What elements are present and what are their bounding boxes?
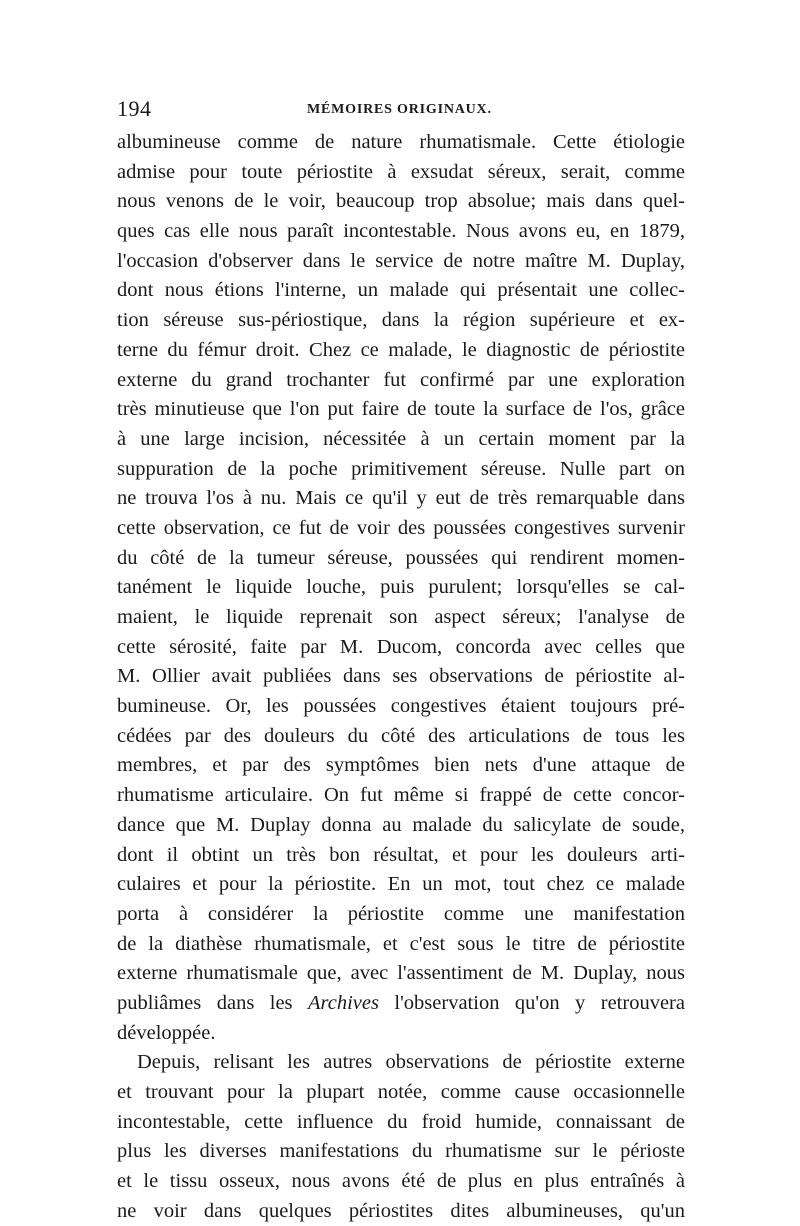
text-line: cédées par des douleurs du côté des articulations de tous les (117, 724, 685, 747)
text-line: dont nous étions l'interne, un malade qui présentait une collec- (117, 279, 685, 302)
text-line: à une large incision, nécessitée à un certain moment par la (117, 427, 685, 450)
text-line: dance que M. Duplay donna au malade du salicylate de soude, (117, 813, 685, 836)
text-line: incontestable, cette influence du froid humide, connaissant de (117, 1110, 685, 1133)
text-line: ques cas elle nous paraît incontestable. Nous avons eu, en 1879, (117, 220, 685, 243)
text-line: ne trouva l'os à nu. Mais ce qu'il y eut de très remarquable dans (117, 487, 685, 510)
text-line: externe du grand trochanter fut confirmé par une exploration (117, 368, 685, 391)
text-line: M. Ollier avait publiées dans ses observations de périostite al- (117, 665, 685, 688)
text-line: ne voir dans quelques périostites dites albumineuses, qu'un (117, 1199, 685, 1222)
text-line: culaires et pour la périostite. En un mot, tout chez ce malade (117, 873, 685, 896)
paragraph-end-line: développée. (117, 1021, 216, 1044)
text-line: rhumatisme articulaire. On fut même si frappé de cette concor- (117, 784, 685, 807)
italic-title-archives: Archives (307, 991, 379, 1014)
text-line: et le tissu osseux, nous avons été de plus en plus entraînés à (117, 1170, 685, 1193)
text-line: et trouvant pour la plupart notée, comme cause occasionnelle (117, 1081, 685, 1103)
text-line: très minutieuse que l'on put faire de toute la surface de l'os, grâce (117, 398, 685, 421)
text-line: maient, le liquide reprenait son aspect séreux; l'analyse de (117, 606, 685, 628)
text-line: plus les diverses manifestations du rhumatisme sur le périoste (117, 1140, 685, 1163)
text-line: du côté de la tumeur séreuse, poussées qui rendirent momen- (117, 546, 685, 569)
text-line: porta à considérer la périostite comme une manifestation (117, 902, 685, 925)
text-line: de la diathèse rhumatismale, et c'est sous le titre de périostite (117, 932, 685, 955)
paragraph-start-line: Depuis, relisant les autres observations de périostite externe (137, 1051, 685, 1074)
text-line: albumineuse comme de nature rhumatismale. Cette étiologie (117, 131, 685, 153)
text-line-with-italic (117, 989, 685, 1019)
text-line: l'occasion d'observer dans le service de notre maître M. Duplay, (117, 249, 685, 272)
text-line: cette sérosité, faite par M. Ducom, concorda avec celles que (117, 635, 685, 658)
text-line: dont il obtint un très bon résultat, et pour les douleurs arti- (117, 843, 685, 866)
text-line: cette observation, ce fut de voir des poussées congestives survenir (117, 516, 685, 539)
text-segment: publiâmes dans les (117, 991, 308, 1014)
running-head (117, 96, 685, 122)
text-line: suppuration de la poche primitivement séreuse. Nulle part on (117, 457, 685, 480)
text-line: tion séreuse sus-périostique, dans la région supérieure et ex- (117, 309, 685, 332)
text-line: tanément le liquide louche, puis purulent; lorsqu'elles se cal- (117, 576, 685, 599)
running-title: MÉMOIRES ORIGINAUX. (307, 102, 492, 117)
text-line: externe rhumatismale que, avec l'assentiment de M. Duplay, nous (117, 962, 685, 985)
text-line: terne du fémur droit. Chez ce malade, le diagnostic de périostite (117, 338, 685, 361)
text-line: bumineuse. Or, les poussées congestives étaient toujours pré- (117, 695, 685, 718)
text-line: membres, et par des symptômes bien nets d'une attaque de (117, 754, 685, 777)
body-text (117, 128, 685, 1226)
text-line: nous venons de le voir, beaucoup trop absolue; mais dans quel- (117, 190, 685, 213)
page-number: 194 (117, 96, 152, 121)
text-line: admise pour toute périostite à exsudat séreux, serait, comme (117, 160, 685, 183)
text-segment: l'observation qu'on y retrouvera (378, 991, 685, 1014)
